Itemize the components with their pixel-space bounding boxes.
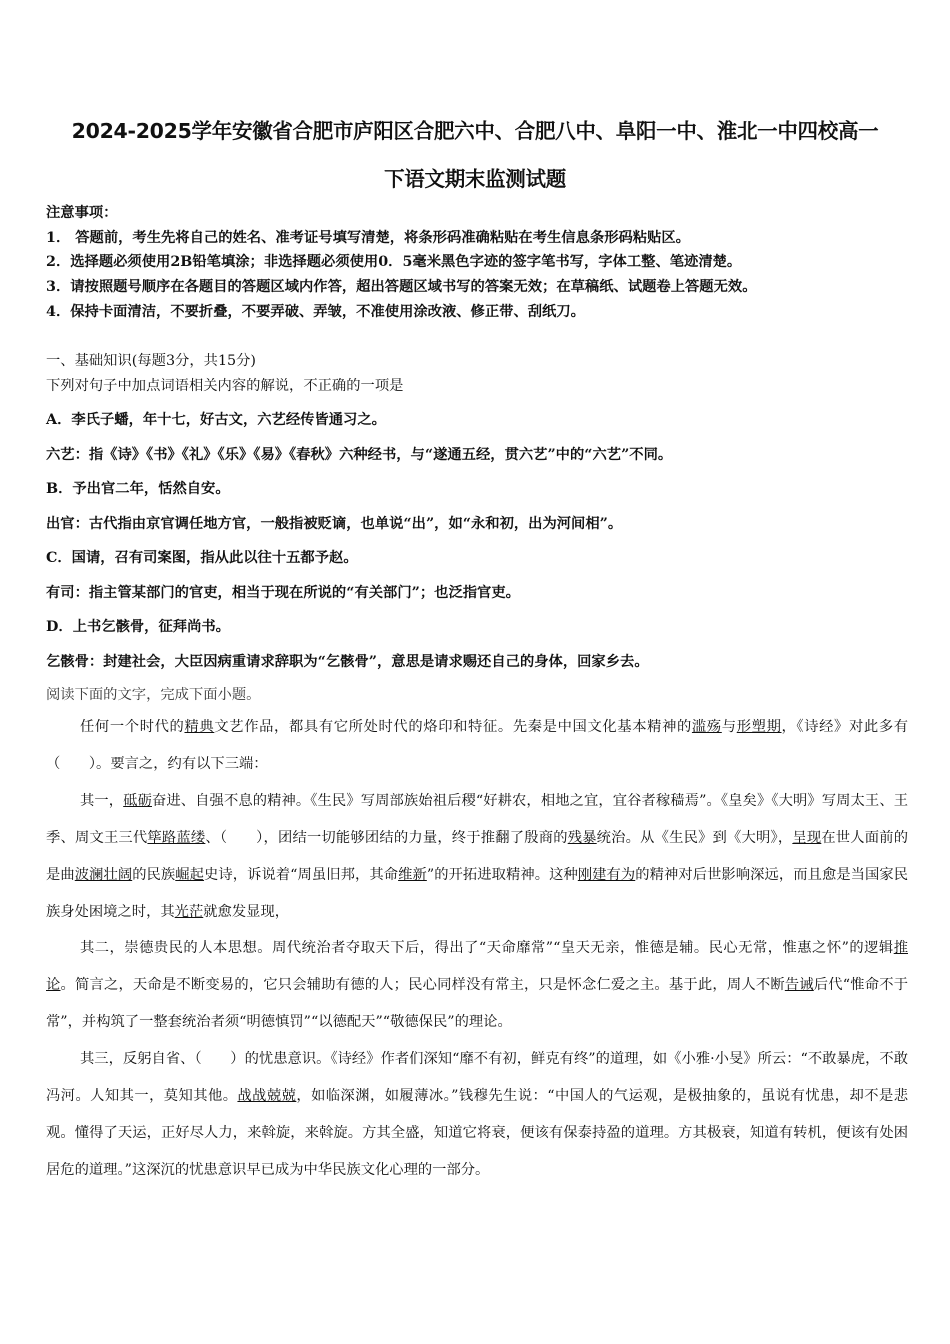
paragraph-text: 。简言之，天命是不断变易的，它只会辅助有德的人；民心同样没有常主，只是怀念仁爱之主。基于此，周人不断 — [60, 977, 785, 993]
reading-paragraph-3 — [46, 930, 908, 1041]
paragraph-text: ”的开拓进取精神。这种 — [426, 867, 578, 883]
paragraph-text: 奋进、自强不息的精神。《生民》写周部族始祖后稷“好耕农，相地之宜，宜谷者稼穑焉”。《皇矣》《大明》写周太王、王季、周文王三代 — [46, 793, 909, 846]
underlined-term: 精典 — [184, 719, 215, 735]
reading-paragraph-4 — [46, 1041, 908, 1189]
underlined-term: 刚建有为 — [577, 867, 636, 883]
paragraph-text: ，《诗经》对此多有（ ）。要言之，约有以下三端： — [46, 719, 909, 772]
option-d: D．上书乞骸骨，征拜尚书。 — [46, 619, 230, 635]
paragraph-text: 的精神对后世影响深远，而且愈是当国家民族身处困境之时，其 — [46, 867, 909, 920]
paragraph-text: ，如临深渊，如履薄冰。”钱穆先生说：“中国人的气运观，是极抽象的，虽说有忧患，却不是悲观。懂得了天运，正好尽人力，来斡旋，来斡旋。方其全盛，知道它将衰，便该有保泰持盈的道理。方其极衰，知道有转机，便该有处困居危的道理。”这深沉的忧患意识早已成为中华民族文化心理的一部分。 — [46, 1088, 908, 1178]
paragraph-text: 、（ ），团结一切能够团结的力量，终于推翻了殷商的 — [205, 830, 568, 846]
notice-item: 4．保持卡面清洁，不要折叠，不要弄破、弄皱，不准使用涂改液、修正带、刮纸刀。 — [46, 304, 585, 320]
paragraph-text: 史诗，诉说着“周虽旧邦，其命 — [204, 867, 399, 883]
option-b-explanation: 出官：古代指由京官调任地方官，一般指被贬谪，也单说“出”，如“永和初，出为河间相”。 — [46, 516, 623, 532]
option-c: C．国请，召有司案图，指从此以往十五都予赵。 — [46, 550, 358, 566]
paragraph-text: 其三，反躬自省、（ ）的忧患意识。《诗经》作者们深知“靡不有初，鲜克有终”的道理，如《小雅·小旻》所云：“不敢暴虎，不敢冯河。人知其一，莫知其他。 — [46, 1051, 908, 1104]
paragraph-text: 就愈发显现， — [203, 904, 290, 920]
underlined-term: 筚路蓝缕 — [147, 830, 206, 846]
underlined-term: 波澜壮阔 — [74, 867, 133, 883]
paragraph-text: 其二，崇德贵民的人本思想。周代统治者夺取天下后，得出了“天命靡常”“皇天无亲，惟德是辅。民心无常，惟惠之怀”的逻辑 — [80, 940, 894, 956]
option-d-explanation: 乞骸骨：封建社会，大臣因病重请求辞职为“乞骸骨”，意思是请求赐还自己的身体，回家乡去。 — [46, 654, 649, 670]
notice-item: 2．选择题必须使用2B铅笔填涂；非选择题必须使用0．5毫米黑色字迹的签字笔书写，字体工整、笔迹清楚。 — [46, 254, 742, 270]
paragraph-text: 后代“惟命不于常”，并构筑了一整套统治者须“明德慎罚”“以德配天”“敬德保民”的理论。 — [46, 977, 909, 1030]
reading-paragraph-2 — [46, 783, 908, 931]
underlined-term: 崛起 — [175, 867, 205, 883]
notice-item: 3．请按照题号顺序在各题目的答题区域内作答，超出答题区域书写的答案无效；在草稿纸、试题卷上答题无效。 — [46, 279, 757, 295]
option-b: B．予出官二年，恬然自安。 — [46, 481, 230, 497]
notice-item: 1． 答题前，考生先将自己的姓名、准考证号填写清楚，将条形码准确粘贴在考生信息条形码粘贴区。 — [46, 230, 690, 246]
underlined-term: 呈现 — [792, 830, 822, 846]
page-title-line2: 下语文期末监测试题 — [384, 167, 566, 191]
section-heading: 一、基础知识(每题3分，共15分) — [46, 353, 257, 369]
underlined-term: 维新 — [398, 867, 427, 883]
option-a: A．李氏子蟠，年十七，好古文，六艺经传皆通习之。 — [46, 412, 386, 428]
option-a-explanation: 六艺：指《诗》《书》《礼》《乐》《易》《春秋》六种经书，与“遂通五经，贯六艺”中的“六艺”不同。 — [46, 447, 673, 463]
notice-heading: 注意事项： — [46, 205, 118, 221]
option-c-explanation: 有司：指主管某部门的官吏，相当于现在所说的“有关部门”；也泛指官吏。 — [46, 585, 520, 601]
paragraph-text: 任何一个时代的 — [80, 719, 185, 735]
underlined-term: 形塑期 — [736, 719, 782, 735]
underlined-term: 砥砺 — [123, 793, 152, 809]
reading-instruction: 阅读下面的文字，完成下面小题。 — [46, 687, 261, 703]
underlined-term: 滥殇 — [691, 719, 722, 735]
underlined-term: 告诫 — [784, 977, 814, 993]
underlined-term: 光茫 — [174, 904, 204, 920]
paragraph-text: 其一， — [80, 793, 124, 809]
underlined-term: 残暴 — [567, 830, 597, 846]
underlined-term: 战战兢兢 — [237, 1088, 297, 1104]
paragraph-text: 在世人面前的是曲 — [46, 830, 909, 883]
paragraph-text: 统治。从《生民》到《大明》， — [596, 830, 793, 846]
paragraph-text: 的民族 — [132, 867, 176, 883]
question-stem: 下列对句子中加点词语相关内容的解说，不正确的一项是 — [46, 378, 404, 394]
page-title-line1: 2024-2025学年安徽省合肥市庐阳区合肥六中、合肥八中、阜阳一中、淮北一中四校高一 — [71, 119, 879, 143]
paragraph-text: 与 — [721, 719, 737, 735]
paragraph-text: 文艺作品，都具有它所处时代的烙印和特征。先秦是中国文化基本精神的 — [214, 719, 692, 735]
underlined-term: 推论 — [46, 940, 908, 993]
reading-paragraph-1 — [46, 709, 908, 783]
